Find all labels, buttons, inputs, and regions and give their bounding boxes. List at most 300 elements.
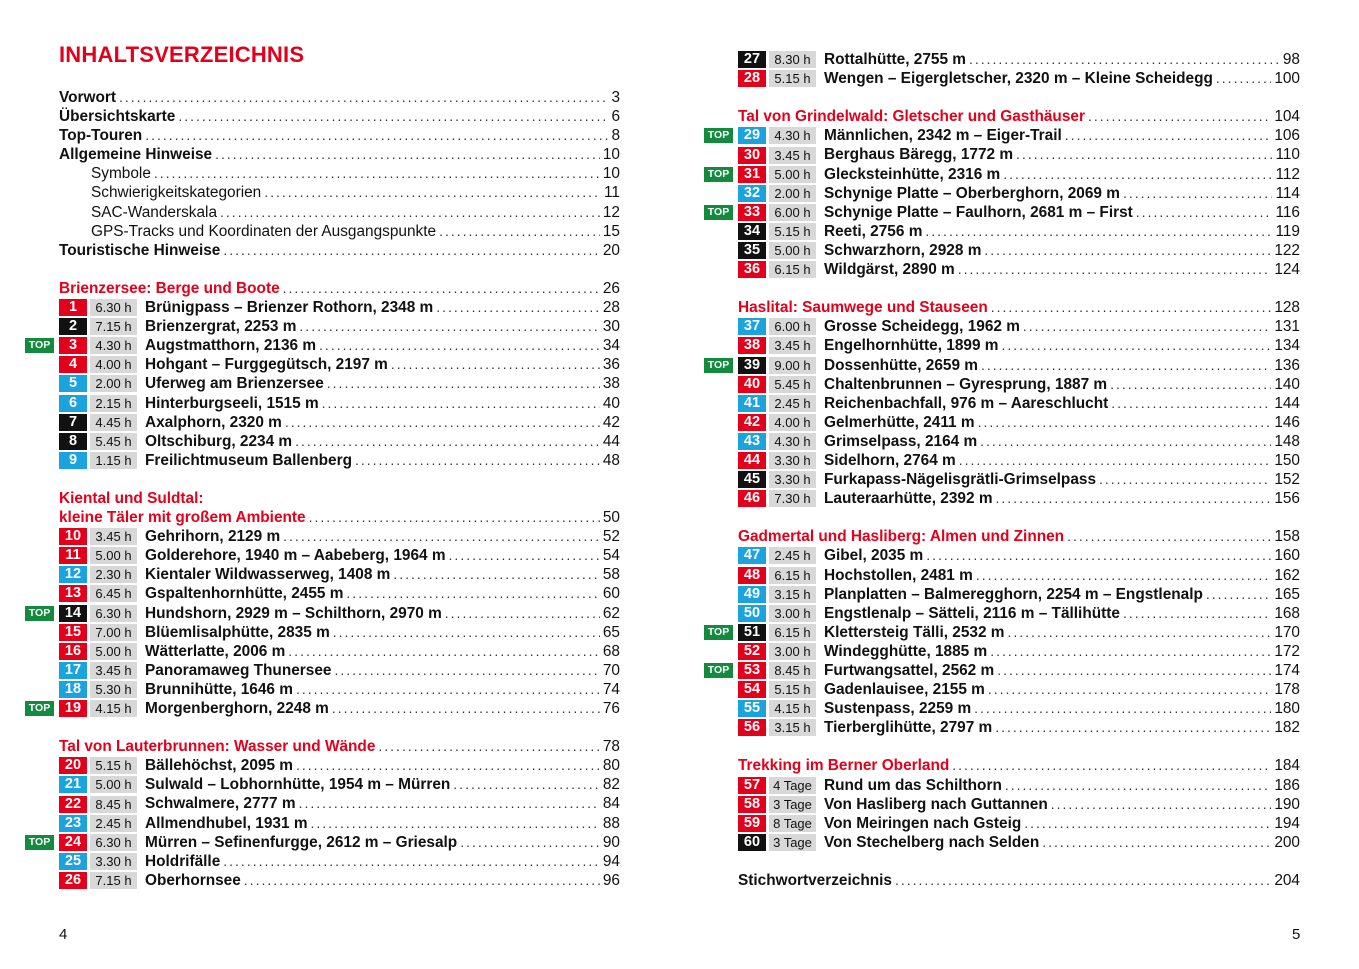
tour-number-badge: 35: [738, 242, 766, 259]
duration-label: 9.00 h: [769, 357, 816, 374]
toc-entry[interactable]: [0, 126, 680, 145]
tour-name: Brienzergrat, 2253 m: [145, 318, 297, 336]
tour-entry[interactable]: [680, 222, 1359, 241]
tour-entry[interactable]: [680, 260, 1359, 279]
sub-entry[interactable]: [0, 203, 680, 222]
entry-page-number: 182: [1274, 719, 1300, 737]
tour-number-badge: 54: [738, 681, 766, 698]
dot-leader: [327, 374, 600, 393]
tour-name: Mürren – Sefinenfurgge, 2612 m – Griesalp: [145, 833, 458, 851]
tour-entry[interactable]: [680, 432, 1359, 451]
tour-entry[interactable]: [0, 871, 680, 890]
sub-entry[interactable]: [0, 183, 680, 202]
tour-name: Klettersteig Tälli, 2532 m: [824, 623, 1005, 641]
entry-page-number: 162: [1274, 566, 1300, 584]
tour-number-badge: 12: [59, 566, 87, 583]
tour-name: Sulwald – Lobhornhütte, 1954 m – Mürren: [145, 776, 451, 794]
sub-entry[interactable]: [0, 164, 680, 183]
tour-entry[interactable]: [680, 69, 1359, 88]
dot-leader: [393, 565, 600, 584]
entry-page-number: 82: [602, 776, 620, 794]
tour-entry[interactable]: [680, 718, 1359, 737]
entry-page-number: 6: [611, 108, 620, 126]
tour-entry[interactable]: [0, 775, 680, 794]
section-heading: [0, 489, 680, 508]
tour-name: Engelhornhütte, 1899 m: [824, 337, 999, 355]
tour-name: Hochstollen, 2481 m: [824, 566, 973, 584]
entry-page-number: 140: [1274, 375, 1300, 393]
tour-number-badge: 42: [738, 414, 766, 431]
dot-leader: [285, 413, 600, 432]
dot-leader: [974, 699, 1271, 718]
tour-number-badge: 29: [738, 127, 766, 144]
tour-number-badge: 59: [738, 815, 766, 832]
tour-name: Glecksteinhütte, 2316 m: [824, 165, 1001, 183]
entry-page-number: 44: [602, 432, 620, 450]
tour-entry[interactable]: [0, 604, 680, 623]
dot-leader: [1088, 107, 1271, 126]
tour-entry[interactable]: [0, 298, 680, 317]
tour-number-badge: 39: [738, 357, 766, 374]
tour-entry[interactable]: [680, 699, 1359, 718]
tour-entry[interactable]: [0, 394, 680, 413]
section-entry[interactable]: [0, 737, 680, 756]
tour-number-badge: 57: [738, 777, 766, 794]
duration-label: 4.45 h: [90, 414, 137, 431]
duration-label: 4.15 h: [769, 700, 816, 717]
page-number-right: 5: [1292, 926, 1301, 943]
tour-number-badge: 33: [738, 204, 766, 221]
entry-label: Gadmertal und Hasliberg: Almen und Zinnen: [738, 528, 1065, 546]
tour-number-badge: 30: [738, 147, 766, 164]
dot-leader: [976, 566, 1271, 585]
tour-entry[interactable]: [680, 126, 1359, 145]
top-badge: TOP: [704, 625, 733, 640]
entry-label: Brienzersee: Berge und Boote: [59, 279, 280, 297]
dot-leader: [333, 623, 600, 642]
toc-entry[interactable]: [0, 241, 680, 260]
duration-label: 2.00 h: [769, 185, 816, 202]
dot-leader: [309, 508, 600, 527]
entry-page-number: 62: [602, 604, 620, 622]
tour-name: Reeti, 2756 m: [824, 222, 923, 240]
tour-entry[interactable]: [680, 50, 1359, 69]
entry-page-number: 174: [1274, 662, 1300, 679]
tour-name: Rund um das Schilthorn: [824, 776, 1002, 794]
duration-label: 6.45 h: [90, 585, 137, 602]
tour-entry[interactable]: [680, 566, 1359, 585]
tour-entry[interactable]: [680, 394, 1359, 413]
tour-entry[interactable]: [0, 794, 680, 813]
tour-entry[interactable]: [680, 661, 1359, 680]
entry-page-number: 88: [602, 814, 620, 832]
tour-name: Morgenberghorn, 2248 m: [145, 700, 329, 717]
duration-label: 2.45 h: [769, 395, 816, 412]
tour-number-badge: 4: [59, 356, 87, 373]
entry-page-number: 124: [1274, 261, 1300, 279]
tour-name: Gspaltenhornhütte, 2455 m: [145, 585, 344, 603]
entry-page-number: 76: [602, 700, 620, 717]
entry-page-number: 204: [1274, 872, 1300, 890]
dot-leader: [178, 107, 608, 126]
dot-leader: [1016, 145, 1272, 164]
duration-label: 6.30 h: [90, 605, 137, 622]
tour-name: Grosse Scheidegg, 1962 m: [824, 318, 1020, 336]
section-entry[interactable]: [680, 756, 1359, 775]
entry-page-number: 60: [602, 585, 620, 603]
entry-page-number: 110: [1275, 146, 1300, 164]
duration-label: 5.00 h: [90, 643, 137, 660]
dot-leader: [1051, 795, 1272, 814]
duration-label: 6.15 h: [769, 567, 816, 584]
tour-number-badge: 10: [59, 528, 87, 545]
tour-entry[interactable]: [680, 413, 1359, 432]
tour-number-badge: 51: [738, 624, 766, 641]
tour-number-badge: 5: [59, 375, 87, 392]
duration-label: 4 Tage: [769, 777, 816, 794]
entry-page-number: 128: [1274, 299, 1300, 317]
duration-label: 5.00 h: [90, 547, 137, 564]
spacer: [0, 260, 680, 279]
entry-label: Stichwortverzeichnis: [738, 872, 892, 890]
entry-page-number: 48: [602, 451, 620, 469]
duration-label: 5.00 h: [769, 242, 816, 259]
tour-entry[interactable]: [680, 585, 1359, 604]
spacer: [680, 508, 1359, 527]
duration-label: 6.00 h: [769, 204, 816, 221]
dot-leader: [1206, 585, 1271, 604]
entry-page-number: 12: [602, 203, 620, 221]
duration-label: 7.15 h: [90, 872, 137, 889]
duration-label: 6.15 h: [769, 261, 816, 278]
tour-entry[interactable]: [680, 241, 1359, 260]
dot-leader: [926, 546, 1271, 565]
tour-number-badge: 37: [738, 318, 766, 335]
tour-entry[interactable]: [680, 814, 1359, 833]
tour-number-badge: 23: [59, 815, 87, 832]
tour-number-badge: 19: [59, 700, 87, 717]
tour-entry[interactable]: [0, 546, 680, 565]
tour-name: Kientaler Wildwasserweg, 1408 m: [145, 566, 391, 584]
dot-leader: [288, 642, 600, 661]
duration-label: 4.15 h: [90, 700, 137, 717]
entry-page-number: 184: [1274, 757, 1300, 775]
tour-name: Golderehore, 1940 m – Aabeberg, 1964 m: [145, 547, 446, 565]
top-badge: TOP: [25, 701, 54, 716]
dot-leader: [296, 680, 600, 699]
duration-label: 5.00 h: [90, 776, 137, 793]
entry-page-number: 84: [602, 795, 620, 813]
top-badge: TOP: [704, 663, 733, 678]
dot-leader: [391, 355, 600, 374]
tour-name: Blüemlisalphütte, 2835 m: [145, 623, 330, 641]
duration-label: 4.30 h: [90, 337, 137, 354]
entry-page-number: 156: [1274, 490, 1300, 508]
dot-leader: [220, 203, 600, 222]
tour-name: Planplatten – Balmeregghorn, 2254 m – Engstlenalp: [824, 585, 1203, 603]
tour-name: Von Stechelberg nach Selden: [824, 833, 1040, 851]
section-entry[interactable]: [680, 107, 1359, 126]
tour-name: Sustenpass, 2259 m: [824, 700, 972, 718]
tour-entry[interactable]: [0, 833, 680, 852]
tour-number-badge: 48: [738, 567, 766, 584]
dot-leader: [119, 88, 608, 107]
tour-number-badge: 3: [59, 337, 87, 354]
duration-label: 5.00 h: [769, 166, 816, 183]
toc-entry[interactable]: [0, 88, 680, 107]
page-number-left: 4: [59, 926, 68, 943]
dot-leader: [981, 356, 1271, 375]
tour-entry[interactable]: [680, 165, 1359, 184]
spacer: [680, 737, 1359, 756]
entry-label: Tal von Grindelwald: Gletscher und Gasthäuser: [738, 108, 1085, 126]
tour-entry[interactable]: [680, 604, 1359, 623]
entry-label: SAC-Wanderskala: [91, 203, 218, 221]
tour-number-badge: 46: [738, 490, 766, 507]
dot-leader: [1023, 317, 1271, 336]
dot-leader: [1136, 203, 1273, 222]
entry-page-number: 158: [1274, 528, 1300, 546]
tour-entry[interactable]: [0, 527, 680, 546]
tour-entry[interactable]: [0, 852, 680, 871]
entry-page-number: 78: [602, 738, 620, 756]
dot-leader: [1042, 833, 1271, 852]
tour-name: Hundshorn, 2929 m – Schilthorn, 2970 m: [145, 604, 442, 622]
tour-entry[interactable]: [0, 699, 680, 718]
dot-leader: [952, 756, 1271, 775]
tour-name: Bällehöchst, 2095 m: [145, 757, 293, 775]
tour-entry[interactable]: [0, 642, 680, 661]
tour-entry[interactable]: [680, 356, 1359, 375]
entry-page-number: 172: [1274, 642, 1300, 660]
tour-entry[interactable]: [0, 451, 680, 470]
tour-entry[interactable]: [680, 795, 1359, 814]
section-entry[interactable]: [0, 508, 680, 527]
dot-leader: [223, 852, 600, 871]
tour-entry[interactable]: [680, 375, 1359, 394]
tour-number-badge: 31: [738, 166, 766, 183]
tour-name: Wildgärst, 2890 m: [824, 261, 955, 279]
entry-page-number: 80: [602, 757, 620, 775]
section-entry[interactable]: [680, 298, 1359, 317]
tour-name: Hohgant – Furggegütsch, 2197 m: [145, 356, 388, 374]
tour-name: Allmendhubel, 1931 m: [145, 814, 308, 832]
tour-entry[interactable]: [680, 145, 1359, 164]
tour-number-badge: 34: [738, 223, 766, 240]
dot-leader: [1001, 336, 1271, 355]
dot-leader: [1123, 184, 1273, 203]
duration-label: 5.30 h: [90, 681, 137, 698]
tour-entry[interactable]: [680, 184, 1359, 203]
tour-name: Dossenhütte, 2659 m: [824, 356, 978, 374]
tour-number-badge: 58: [738, 796, 766, 813]
duration-label: 5.45 h: [769, 376, 816, 393]
tour-entry[interactable]: [0, 374, 680, 393]
section-entry[interactable]: [680, 527, 1359, 546]
tour-entry[interactable]: [0, 355, 680, 374]
duration-label: 2.30 h: [90, 566, 137, 583]
dot-leader: [346, 584, 599, 603]
entry-label: kleine Täler mit großem Ambiente: [59, 509, 306, 527]
tour-entry[interactable]: [0, 336, 680, 355]
dot-leader: [895, 871, 1271, 890]
tour-name: Gadenlauisee, 2155 m: [824, 681, 985, 699]
tour-entry[interactable]: [680, 470, 1359, 489]
top-badge: TOP: [704, 205, 733, 220]
tour-entry[interactable]: [0, 661, 680, 680]
tour-entry[interactable]: [680, 642, 1359, 661]
tour-number-badge: 28: [738, 70, 766, 87]
duration-label: 3.15 h: [769, 586, 816, 603]
dot-leader: [1216, 69, 1271, 88]
tour-entry[interactable]: [0, 317, 680, 336]
tour-entry[interactable]: [0, 413, 680, 432]
dot-leader: [1024, 814, 1271, 833]
tour-number-badge: 25: [59, 853, 87, 870]
duration-label: 7.00 h: [90, 624, 137, 641]
duration-label: 2.45 h: [769, 547, 816, 564]
tour-name: Grimselpass, 2164 m: [824, 432, 978, 450]
entry-page-number: 8: [611, 127, 620, 145]
dot-leader: [244, 871, 600, 890]
dot-leader: [436, 298, 600, 317]
tour-entry[interactable]: [680, 546, 1359, 565]
tour-number-badge: 53: [738, 662, 766, 679]
tour-name: Oberhornsee: [145, 871, 241, 889]
toc-entry[interactable]: [0, 107, 680, 126]
section-entry[interactable]: [0, 279, 680, 298]
tour-entry[interactable]: [680, 336, 1359, 355]
tour-entry[interactable]: [0, 680, 680, 699]
entry-label: Vorwort: [59, 89, 117, 106]
tour-number-badge: 1: [59, 299, 87, 316]
duration-label: 3.00 h: [769, 605, 816, 622]
entry-page-number: 170: [1274, 623, 1300, 641]
entry-page-number: 90: [602, 833, 620, 851]
dot-leader: [449, 546, 600, 565]
tour-name: Berghaus Bäregg, 1772 m: [824, 146, 1014, 164]
duration-label: 8.45 h: [90, 796, 137, 813]
entry-page-number: 122: [1274, 241, 1300, 259]
duration-label: 4.00 h: [90, 356, 137, 373]
entry-page-number: 30: [602, 318, 620, 336]
duration-label: 4.30 h: [769, 127, 816, 144]
tour-name: Schynige Platte – Oberberghorn, 2069 m: [824, 184, 1120, 202]
entry-page-number: 104: [1274, 108, 1300, 126]
sub-entry[interactable]: [0, 222, 680, 241]
tour-name: Uferweg am Brienzersee: [145, 375, 324, 393]
duration-label: 2.15 h: [90, 395, 137, 412]
tour-entry[interactable]: [680, 317, 1359, 336]
tour-number-badge: 7: [59, 414, 87, 431]
tour-number-badge: 50: [738, 605, 766, 622]
tour-entry[interactable]: [680, 451, 1359, 470]
tour-name: Schynige Platte – Faulhorn, 2681 m – First: [824, 203, 1133, 221]
duration-label: 3.45 h: [90, 528, 137, 545]
entry-page-number: 34: [602, 337, 620, 355]
toc-title: INHALTSVERZEICHNIS: [59, 42, 305, 67]
tour-number-badge: 2: [59, 318, 87, 335]
toc-entry[interactable]: [0, 145, 680, 164]
duration-label: 3 Tage: [769, 796, 816, 813]
entry-page-number: 70: [602, 661, 620, 679]
tour-entry[interactable]: [0, 565, 680, 584]
spacer: [680, 88, 1359, 107]
tour-number-badge: 22: [59, 796, 87, 813]
entry-page-number: 54: [602, 547, 620, 565]
duration-label: 6.15 h: [769, 624, 816, 641]
dot-leader: [439, 222, 600, 241]
tour-entry[interactable]: [680, 203, 1359, 222]
dot-leader: [295, 432, 600, 451]
tour-entry[interactable]: [0, 623, 680, 642]
entry-page-number: 144: [1274, 394, 1300, 412]
entry-label: Trekking im Berner Oberland: [738, 757, 950, 775]
duration-label: 5.15 h: [769, 223, 816, 240]
entry-page-number: 38: [602, 375, 620, 393]
tour-name: Engstlenalp – Sätteli, 2116 m – Tällihütte: [824, 604, 1120, 622]
dot-leader: [355, 451, 600, 470]
dot-leader: [988, 680, 1271, 699]
dot-leader: [215, 145, 600, 164]
tour-number-badge: 9: [59, 452, 87, 469]
entry-page-number: 15: [602, 222, 620, 240]
dot-leader: [299, 794, 600, 813]
dot-leader: [319, 336, 600, 355]
dot-leader: [1003, 165, 1272, 184]
top-badge: TOP: [25, 835, 54, 850]
toc-entry[interactable]: [680, 871, 1359, 890]
entry-label: Touristische Hinweise: [59, 241, 221, 259]
dot-leader: [1099, 470, 1271, 489]
tour-number-badge: 38: [738, 337, 766, 354]
tour-entry[interactable]: [0, 756, 680, 775]
tour-number-badge: 24: [59, 834, 87, 851]
tour-number-badge: 47: [738, 547, 766, 564]
tour-number-badge: 16: [59, 643, 87, 660]
tour-entry[interactable]: [680, 680, 1359, 699]
duration-label: 3.45 h: [90, 662, 137, 679]
duration-label: 4.00 h: [769, 414, 816, 431]
dot-leader: [453, 775, 600, 794]
tour-number-badge: 60: [738, 834, 766, 851]
entry-page-number: 52: [602, 528, 620, 546]
tour-name: Gehrihorn, 2129 m: [145, 528, 281, 546]
tour-entry[interactable]: [0, 814, 680, 833]
entry-page-number: 3: [611, 89, 620, 106]
tour-entry[interactable]: [680, 776, 1359, 795]
entry-page-number: 26: [602, 279, 620, 297]
tour-entry[interactable]: [0, 432, 680, 451]
tour-entry[interactable]: [680, 623, 1359, 642]
tour-number-badge: 11: [59, 547, 87, 564]
entry-label: Allgemeine Hinweise: [59, 146, 213, 164]
duration-label: 8.30 h: [769, 51, 816, 68]
spacer: [0, 470, 680, 489]
tour-entry[interactable]: [680, 489, 1359, 508]
tour-name: Furkapass-Nägelisgrätli-Grimselpass: [824, 471, 1097, 489]
tour-name: Chaltenbrunnen – Gyresprung, 1887 m: [824, 375, 1108, 393]
duration-label: 3 Tage: [769, 834, 816, 851]
tour-number-badge: 26: [59, 872, 87, 889]
tour-entry[interactable]: [680, 833, 1359, 852]
tour-name: Hinterburgseeli, 1515 m: [145, 394, 319, 412]
tour-entry[interactable]: [0, 584, 680, 603]
tour-name: Gelmerhütte, 2411 m: [824, 413, 975, 431]
dot-leader: [1123, 604, 1271, 623]
tour-number-badge: 40: [738, 376, 766, 393]
tour-number-badge: 43: [738, 433, 766, 450]
